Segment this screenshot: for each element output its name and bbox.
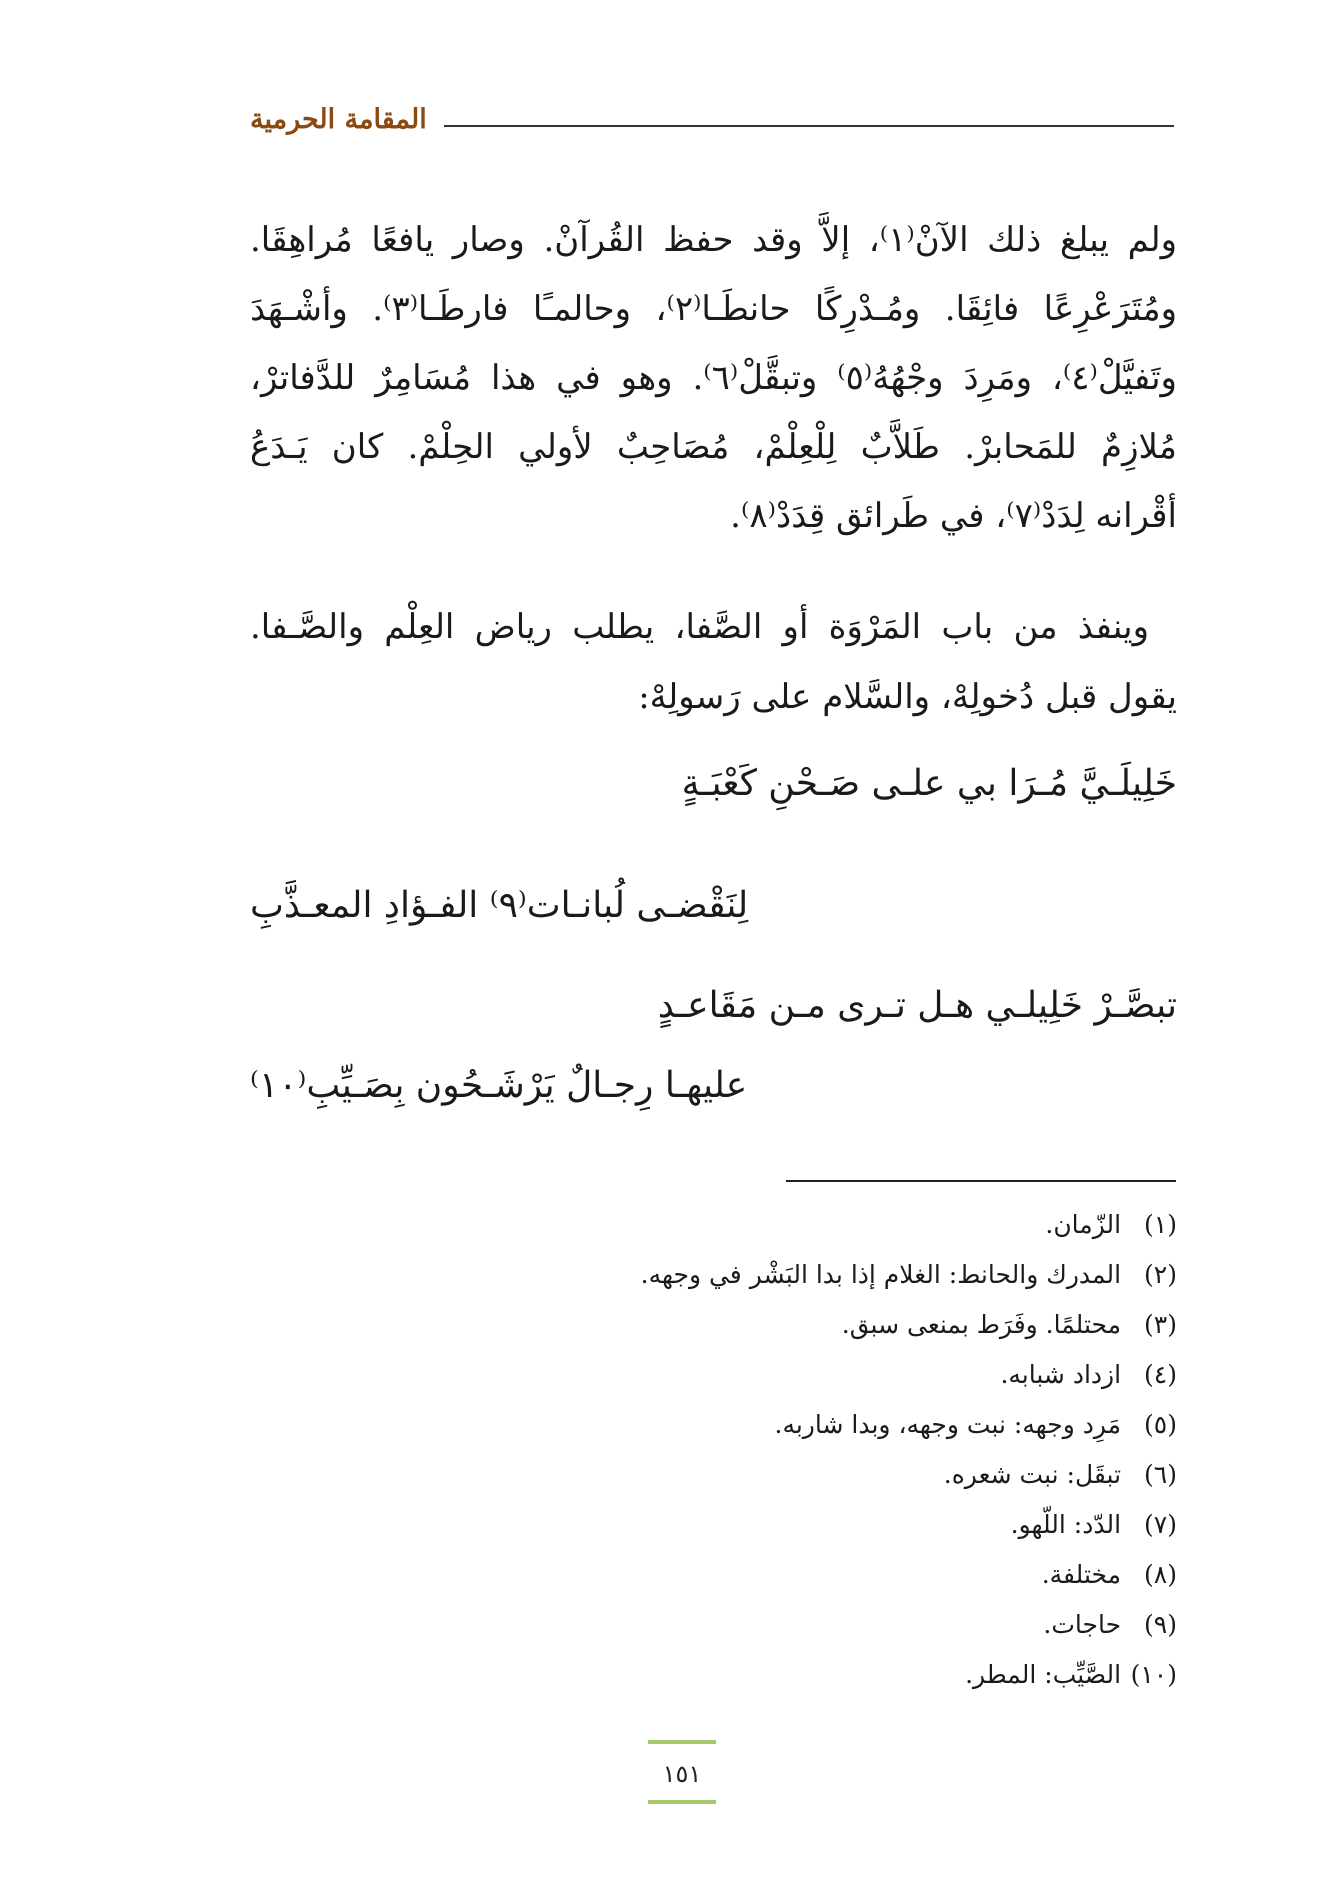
footnote-text: الدّد: اللّهو.: [1010, 1510, 1122, 1539]
page-number-rule-top: [648, 1740, 716, 1744]
footnote-text: تبقَل: نبت شعره.: [943, 1460, 1122, 1489]
footnote-number: (١٠): [1130, 1660, 1177, 1689]
footnote-text: الزّمان.: [1045, 1210, 1122, 1239]
body-line: مُلازِمٌ للمَحابرْ. طَلاَّبٌ لِلْعِلْمْ، مُصَاحِبٌ لأولي الحِلْمْ. كان يَـدَعُ: [250, 427, 1177, 467]
verse-line: لِنَقْضـى لُبانـات⁽٩⁾ الفـؤادِ المعـذَّبِ: [250, 885, 749, 926]
footnote-text: الصَّيِّب: المطر.: [965, 1660, 1122, 1689]
footnote-text: حاجات.: [1043, 1610, 1122, 1639]
footnote: [775, 1412, 1178, 1437]
footnote-number: (٥): [1144, 1410, 1177, 1439]
footnote-number: (٢): [1144, 1260, 1177, 1289]
header-title: المقامة الحرمية: [250, 104, 427, 135]
footnote: [1000, 1362, 1177, 1387]
body-line: أقْرانه لِدَدْ⁽٧⁾، في طَرائق قِدَدْ⁽٨⁾.: [730, 496, 1177, 536]
body-line: ولم يبلغ ذلك الآنْ⁽١⁾، إلاَّ وقد حفظ القُرآنْ. وصار يافعًا مُراهِقَا.: [250, 220, 1177, 260]
footnote-number: (٤): [1144, 1360, 1177, 1389]
verse-line: عليهـا رِجـالٌ يَرْشَـحُون بِصَـيِّبِ⁽١٠⁾: [250, 1065, 748, 1106]
verse-line: خَلِيلَـيَّ مُـرَا بي علـى صَـحْنِ كَعْبَـةٍ: [681, 763, 1177, 804]
footnote: [1045, 1212, 1177, 1237]
footnote-number: (٣): [1144, 1310, 1177, 1339]
footnote: [965, 1662, 1177, 1687]
verse-line: تبصَّـرْ خَلِيلـي هـل تـرى مـن مَقَاعـدٍ: [657, 985, 1177, 1026]
footnote-text: محتلمًا. وفَرَط بمنعى سبق.: [841, 1310, 1122, 1339]
footnote: [944, 1462, 1177, 1487]
footnote: [1043, 1612, 1177, 1637]
page-number-rule-bottom: [648, 1800, 716, 1804]
footnote: [641, 1262, 1177, 1287]
body-line: ومُتَرَعْرِعًا فائِقَا. ومُـدْرِكًا حانطَـا⁽٢⁾، وحالمـًا فارطَـا⁽٣⁾. وأشْـهَدَ: [250, 289, 1177, 329]
footnote-text: مختلفة.: [1041, 1560, 1122, 1589]
footnote-number: (١): [1144, 1210, 1177, 1239]
header-rule: [444, 125, 1174, 127]
footnote-number: (٩): [1144, 1610, 1177, 1639]
page-number: ١٥١: [662, 1760, 702, 1788]
footnote-text: مَرِد وجهه: نبت وجهه، وبدا شاربه.: [774, 1410, 1122, 1439]
footnote-rule: [786, 1180, 1176, 1182]
footnote-number: (٧): [1144, 1510, 1177, 1539]
body-line: يقول قبل دُخولِهْ، والسَّلام على رَسولِهْ:: [638, 677, 1177, 717]
footnote-number: (٨): [1144, 1560, 1177, 1589]
footnote: [1042, 1562, 1177, 1587]
body-line: وتَفيَّلْ⁽٤⁾، ومَرِدَ وجْهُهُ⁽٥⁾ وتبقَّلْ⁽٦⁾. وهو في هذا مُسَامِرٌ للدَّفاترْ،: [250, 358, 1177, 398]
footnote: [1011, 1512, 1177, 1537]
body-line: وينفذ من باب المَرْوَة أو الصَّفا، يطلب رياض العِلْم والصَّـفا.: [250, 607, 1149, 647]
footnote-text: المدرك والحانط: الغلام إذا بدا البَشْر في وجهه.: [640, 1260, 1122, 1289]
footnote-number: (٦): [1144, 1460, 1177, 1489]
footnote-text: ازداد شبابه.: [1000, 1360, 1122, 1389]
footnote: [842, 1312, 1177, 1337]
